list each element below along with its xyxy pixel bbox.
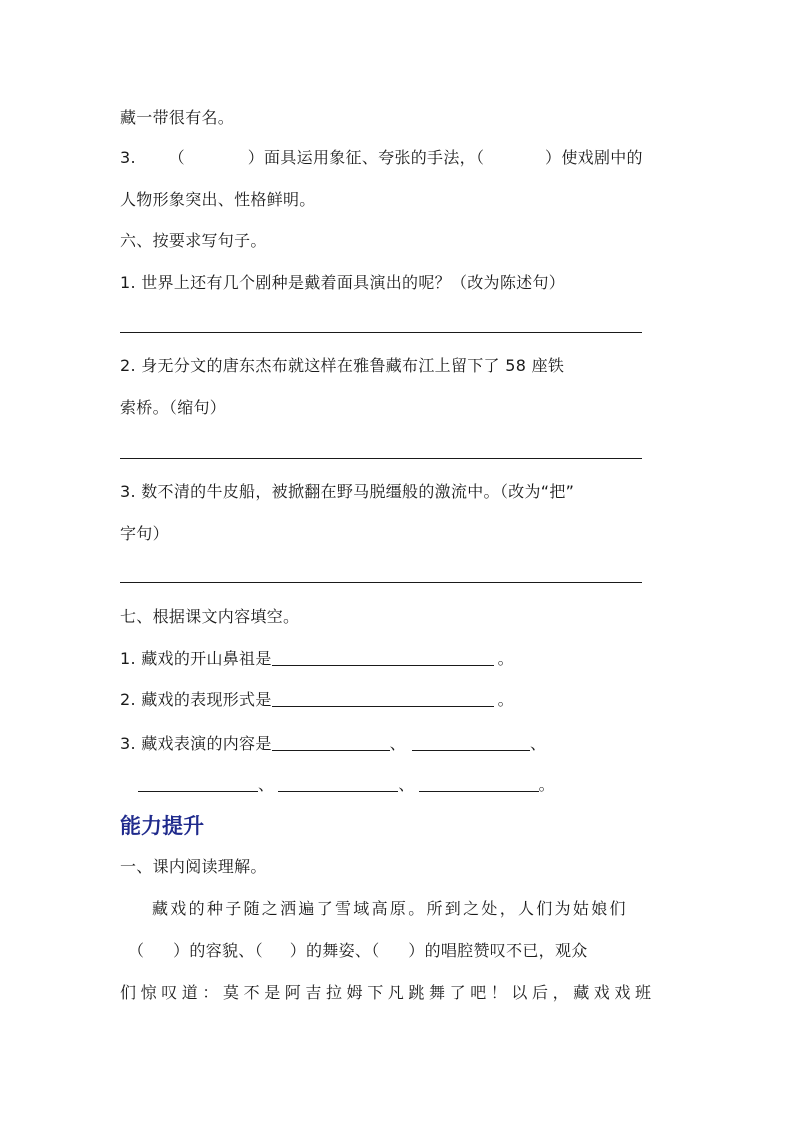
fill-blank[interactable] xyxy=(138,775,258,792)
separator: 、 xyxy=(529,734,547,753)
reading-text: ）的容貌、（ xyxy=(173,941,263,960)
ability-heading: 能力提升 xyxy=(120,814,204,838)
paren-open: （ xyxy=(128,941,145,960)
text-line: 藏一带很有名。 xyxy=(120,108,235,127)
text-line: 人物形象突出、性格鲜明。 xyxy=(120,190,316,209)
period: 。 xyxy=(497,690,514,709)
question-text: ）使戏剧中的 xyxy=(545,148,643,167)
fill-blank[interactable] xyxy=(278,775,398,792)
fill-blank[interactable] xyxy=(412,734,530,751)
question-5-3 xyxy=(120,148,643,168)
question-text: 1. 藏戏的开山鼻祖是 xyxy=(120,649,272,668)
answer-line[interactable] xyxy=(120,582,642,583)
fill-blank[interactable] xyxy=(272,649,494,666)
question-7-2 xyxy=(120,690,514,710)
separator: 、 xyxy=(389,734,406,753)
question-7-3-cont xyxy=(138,775,555,795)
text-line: 字句） xyxy=(120,524,169,543)
question-text: 2. 藏戏的表现形式是 xyxy=(120,690,272,709)
period: 。 xyxy=(538,775,555,794)
separator: 、 xyxy=(398,775,415,794)
fill-blank[interactable] xyxy=(419,775,539,792)
fill-blank[interactable] xyxy=(272,690,494,707)
reading-paragraph-line: 藏戏的种子随之洒遍了雪域高原。所到之处，人们为姑娘们 xyxy=(152,899,628,918)
text-line: 索桥。（缩句） xyxy=(120,398,227,417)
section-title: 七、根据课文内容填空。 xyxy=(120,607,300,626)
question-6-1: 1. 世界上还有几个剧种是戴着面具演出的呢？（改为陈述句） xyxy=(120,273,566,292)
question-text: ）面具运用象征、夸张的手法，（ xyxy=(247,148,485,167)
question-number: 3. xyxy=(120,148,136,167)
paren-open: （ xyxy=(168,148,185,167)
question-text: 3. 藏戏表演的内容是 xyxy=(120,734,272,753)
answer-line[interactable] xyxy=(120,332,642,333)
answer-line[interactable] xyxy=(120,458,642,459)
separator: 、 xyxy=(258,775,275,794)
fill-blank[interactable] xyxy=(272,734,390,751)
question-6-2: 2. 身无分文的唐东杰布就这样在雅鲁藏布江上留下了 58 座铁 xyxy=(120,356,565,375)
reading-text: ）的唱腔赞叹不已，观众 xyxy=(408,941,588,960)
question-7-3 xyxy=(120,734,546,754)
section-title: 六、按要求写句子。 xyxy=(120,231,267,250)
reading-paragraph-line xyxy=(128,941,588,961)
section-title: 一、课内阅读理解。 xyxy=(120,857,267,876)
reading-paragraph-line: 们惊叹道：莫不是阿吉拉姆下凡跳舞了吧！以后，藏戏戏班 xyxy=(120,983,656,1002)
period: 。 xyxy=(497,649,514,668)
question-7-1 xyxy=(120,649,514,669)
question-6-3: 3. 数不清的牛皮船，被掀翻在野马脱缰般的激流中。（改为“把” xyxy=(120,482,575,501)
reading-text: ）的舞姿、（ xyxy=(289,941,380,960)
